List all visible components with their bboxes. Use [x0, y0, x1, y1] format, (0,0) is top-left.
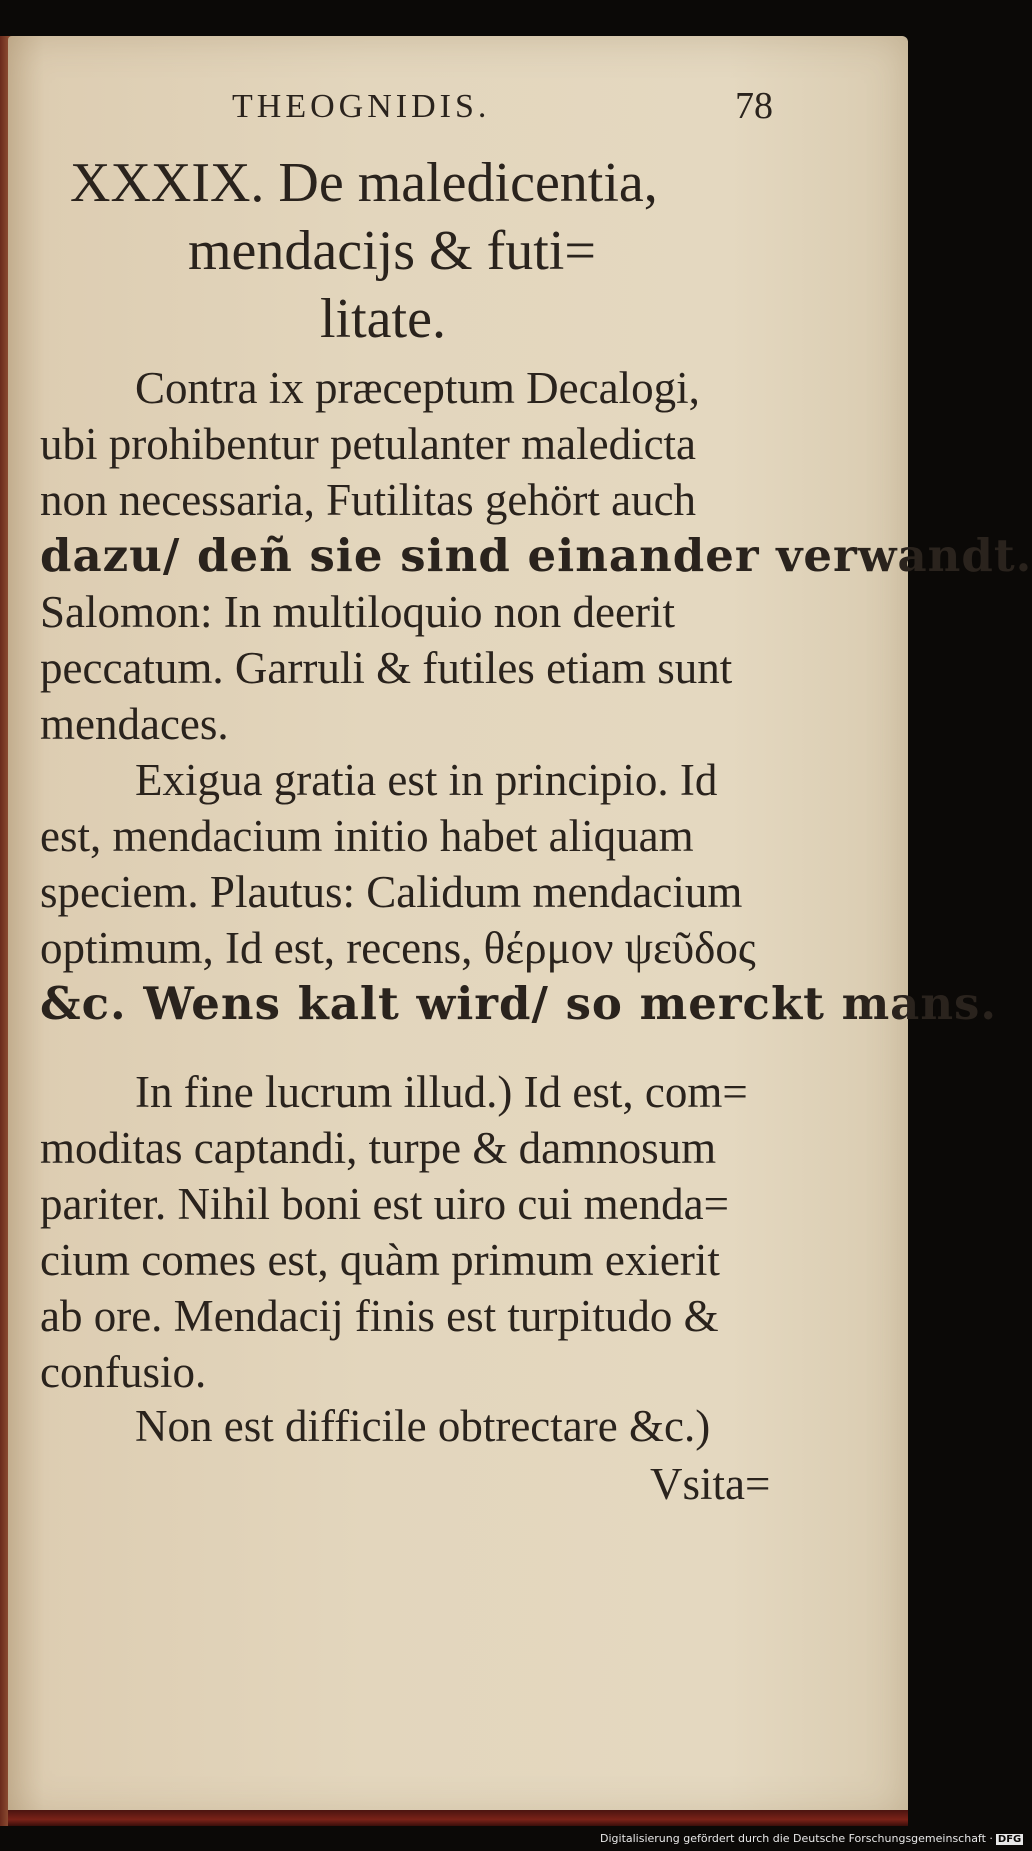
text-line: moditas captandi, turpe & damnosum: [40, 1123, 717, 1173]
chapter-title-line-1: XXXIX. De maledicentia,: [70, 152, 658, 214]
chapter-title-line-3: litate.: [320, 288, 446, 350]
text-line: est, mendacium initio habet aliquam: [40, 811, 694, 861]
paragraph-4: [40, 1398, 780, 1454]
paragraph-2: [40, 752, 998, 1032]
text-line: Contra ix præceptum Decalogi,: [135, 363, 700, 413]
text-line: pariter. Nihil boni est uiro cui menda=: [40, 1179, 729, 1229]
text-line: Non est difficile obtrectare &c.): [135, 1401, 711, 1451]
chapter-title-line-2: mendaciјs & futi=: [188, 220, 596, 282]
text-line: In fine lucrum illud.) Id est, com=: [135, 1067, 748, 1117]
page-number: 78: [735, 85, 773, 127]
paragraph-1: [40, 360, 1032, 752]
text-line: speciem. Plautus: Calidum mendacium: [40, 867, 743, 917]
text-line: peccatum. Garruli & futiles etiam sunt: [40, 643, 733, 693]
text-line: cium comes est, quàm primum exierit: [40, 1235, 720, 1285]
text-line: confusio.: [40, 1347, 207, 1397]
credit-text: Digitalisierung gefördert durch die Deutsche Forschungsgemeinschaft ·: [600, 1832, 993, 1845]
text-line: non necessaria, Futilitas gehört auch: [40, 475, 697, 525]
text-line: Salomon: In multiloquio non deerit: [40, 587, 675, 637]
paragraph-3: [40, 1064, 780, 1400]
text-line: ubi prohibentur petulanter maledicta: [40, 419, 697, 469]
catchword: Vsita=: [650, 1459, 771, 1509]
dfg-logo-icon: DFG: [997, 1834, 1022, 1845]
text-line: mendaces.: [40, 699, 229, 749]
text-line-fraktur: &c. Wens kalt wird/ so merckt mans.: [40, 977, 998, 1030]
running-head: THEOGNIDIS.: [232, 88, 491, 125]
text-line: optimum, Id est, recens, θέρμον ψεῦδος: [40, 923, 756, 973]
text-line-fraktur: dazu/ deñ sie sind einander verwandt.: [40, 529, 1032, 582]
text-line: ab ore. Mendaciј finis est turpitudo &: [40, 1291, 719, 1341]
digitization-credit: [600, 1832, 1023, 1845]
book-edge-bottom: [8, 1810, 908, 1826]
text-line: Exigua gratia est in principio. Id: [135, 755, 718, 805]
